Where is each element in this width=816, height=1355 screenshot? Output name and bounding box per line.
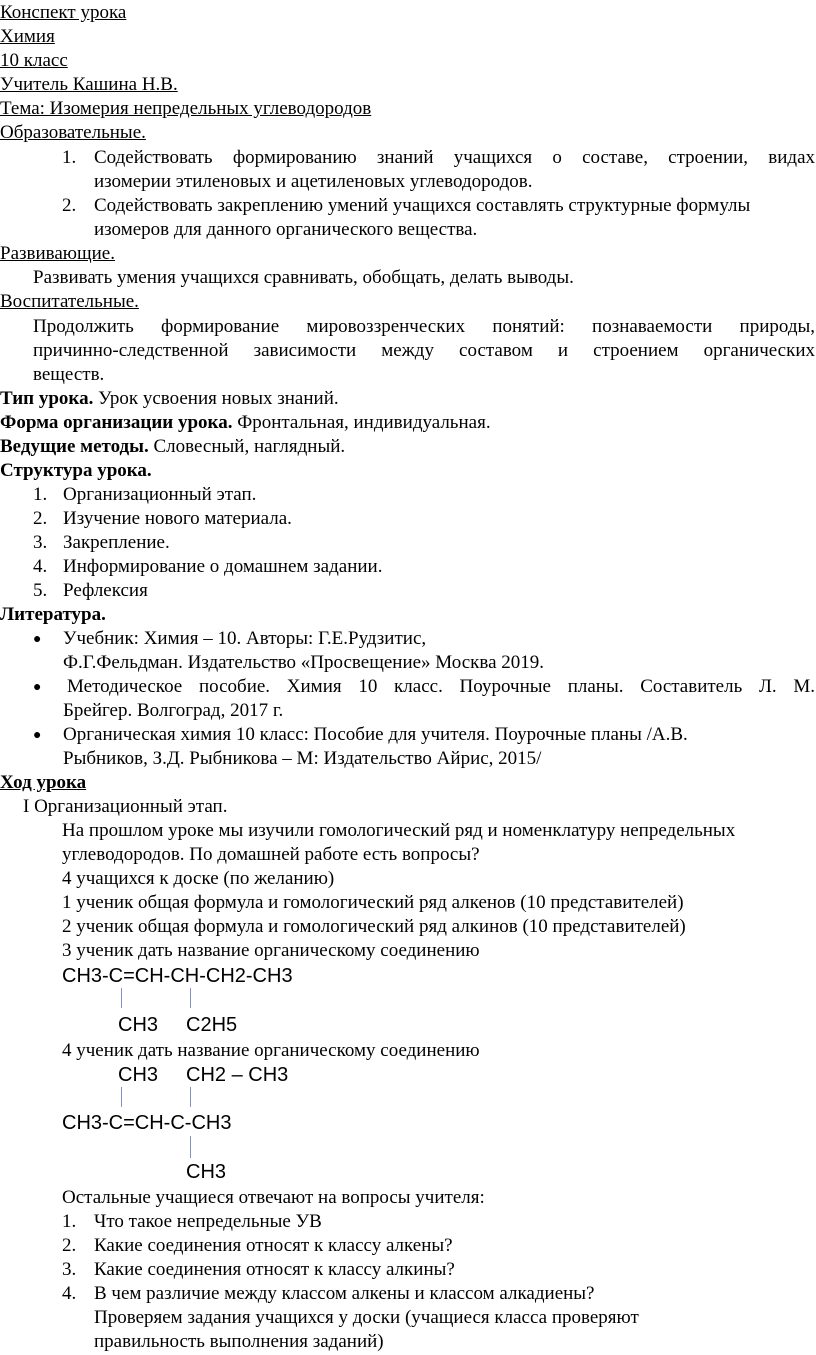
upbringing-text: Продолжить формирование мировоззренческих понятий: познаваемости природы,	[33, 316, 815, 337]
lesson-form-value: Фронтальная, индивидуальная.	[232, 412, 491, 433]
teacher: Учитель Кашина Н.В.	[0, 74, 178, 95]
paragraph: Проверяем задания учащихся у доски (учащиеся класса проверяют	[94, 1307, 639, 1328]
formula-main: CH3-C=CH-C-CH3	[62, 1112, 232, 1134]
formula-substituent: CH3	[118, 1014, 159, 1036]
list-item: Содействовать закреплению умений учащихся составлять структурные формулы	[94, 195, 751, 216]
question-item: В чем различие между классом алкены и классом алкадиены?	[94, 1283, 595, 1304]
paragraph: На прошлом уроке мы изучили гомологический ряд и номенклатуру непредельных	[62, 820, 736, 841]
list-item: Изучение нового материала.	[63, 508, 292, 529]
upbringing-heading: Воспитательные.	[0, 291, 139, 312]
list-number: 2.	[62, 195, 77, 216]
list-item: Закрепление.	[63, 532, 170, 553]
bond-line	[190, 1087, 191, 1107]
lesson-type-value: Урок усвоения новых знаний.	[93, 388, 339, 409]
list-number: 3.	[62, 1259, 77, 1280]
literature-item: Методическое пособие. Химия 10 класс. Поурочные планы. Составитель Л. М.	[67, 676, 815, 697]
stage-title: I Организационный этап.	[23, 796, 228, 817]
literature-item-continued: Ф.Г.Фельдман. Издательство «Просвещение» Москва 2019.	[63, 652, 545, 673]
list-number: 4.	[33, 556, 48, 577]
educational-heading: Образовательные.	[0, 122, 146, 143]
literature-item: Учебник: Химия – 10. Авторы: Г.Е.Рудзитис,	[63, 628, 427, 649]
lesson-type	[0, 387, 339, 411]
list-item: Рефлексия	[63, 580, 148, 601]
literature-item-continued: Брейгер. Волгоград, 2017 г.	[63, 700, 284, 721]
bullet-icon: ●	[33, 728, 42, 743]
structure-heading: Структура урока.	[0, 460, 152, 481]
list-number: 1.	[62, 147, 77, 168]
developing-text: Развивать умения учащихся сравнивать, обобщать, делать выводы.	[33, 267, 574, 288]
bullet-icon: ●	[33, 680, 42, 695]
paragraph: 3 ученик дать название органическому соединению	[62, 940, 480, 961]
grade: 10 класс	[0, 50, 68, 71]
literature-item-continued: Рыбников, З.Д. Рыбникова – М: Издательство Айрис, 2015/	[63, 748, 542, 769]
bond-line	[121, 1087, 122, 1107]
list-number: 4.	[62, 1283, 77, 1304]
bullet-icon: ●	[33, 632, 42, 647]
list-item-continued: изомерии этиленовых и ацетиленовых углеводородов.	[94, 171, 533, 192]
topic: Тема: Изомерия непредельных углеводородов	[0, 98, 372, 119]
question-item: Какие соединения относят к классу алкины?	[94, 1259, 455, 1280]
literature-heading: Литература.	[0, 604, 106, 625]
paragraph: 2 ученик общая формула и гомологический ряд алкинов (10 представителей)	[62, 916, 686, 937]
lesson-methods-label: Ведущие методы.	[0, 436, 149, 457]
lesson-heading: Ход урока	[0, 772, 87, 793]
question-item: Что такое непредельные УВ	[94, 1211, 322, 1232]
literature-item: Органическая химия 10 класс: Пособие для учителя. Поурочные планы /А.В.	[63, 724, 688, 745]
formula-substituent: C2H5	[186, 1014, 238, 1036]
list-item: Информирование о домашнем задании.	[63, 556, 383, 577]
lesson-form	[0, 411, 491, 435]
paragraph: правильность выполнения заданий)	[94, 1331, 384, 1352]
list-number: 1.	[62, 1211, 77, 1232]
list-number: 2.	[62, 1235, 77, 1256]
bond-line	[190, 1136, 191, 1158]
formula-substituent: CH3	[118, 1064, 159, 1086]
paragraph: углеводородов. По домашней работе есть вопросы?	[62, 844, 480, 865]
lesson-methods	[0, 435, 345, 459]
list-number: 1.	[33, 484, 48, 505]
lesson-type-label: Тип урока.	[0, 388, 94, 409]
paragraph: 4 учащихся к доске (по желанию)	[62, 868, 335, 889]
developing-heading: Развивающие.	[0, 243, 115, 264]
paragraph: Остальные учащиеся отвечают на вопросы учителя:	[62, 1187, 485, 1208]
formula-main: CH3-C=CH-CH-CH2-CH3	[62, 965, 293, 987]
list-number: 5.	[33, 580, 48, 601]
lesson-form-label: Форма организации урока.	[0, 412, 233, 433]
list-number: 2.	[33, 508, 48, 529]
list-number: 3.	[33, 532, 48, 553]
list-item-continued: изомеров для данного органического вещества.	[94, 219, 478, 240]
upbringing-text: веществ.	[33, 364, 105, 385]
subject: Химия	[0, 26, 55, 47]
question-item: Какие соединения относят к классу алкены?	[94, 1235, 453, 1256]
doc-title: Конспект урока	[0, 2, 127, 23]
bond-line	[121, 988, 122, 1008]
upbringing-text: причинно-следственной зависимости между составом и строением органических	[33, 340, 815, 361]
formula-substituent: CH2 – CH3	[186, 1064, 289, 1086]
bond-line	[190, 988, 191, 1008]
paragraph: 1 ученик общая формула и гомологический ряд алкенов (10 представителей)	[62, 892, 684, 913]
lesson-methods-value: Словесный, наглядный.	[148, 436, 346, 457]
paragraph: 4 ученик дать название органическому соединению	[62, 1040, 480, 1061]
list-item: Содействовать формированию знаний учащихся о составе, строении, видах	[94, 147, 815, 168]
formula-substituent: CH3	[186, 1161, 227, 1183]
list-item: Организационный этап.	[63, 484, 257, 505]
